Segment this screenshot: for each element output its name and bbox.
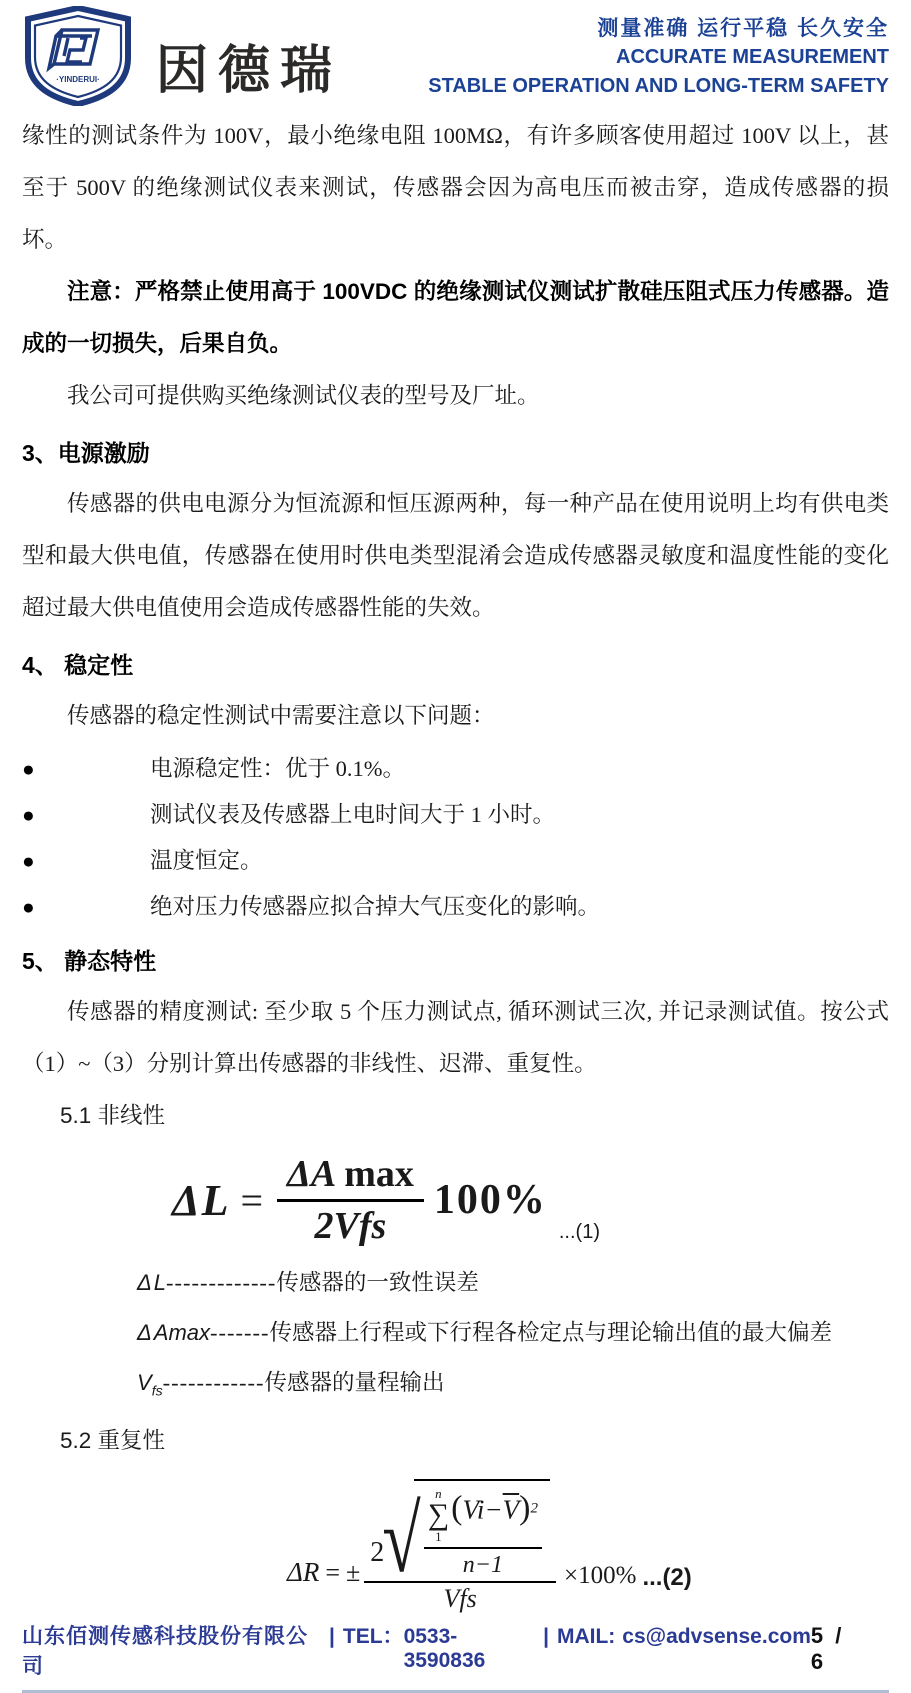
list-item-text: 测试仪表及传感器上电时间大于 1 小时。 — [150, 802, 556, 827]
page-footer — [22, 1614, 889, 1693]
list-item — [22, 884, 889, 930]
formula2-equals: = — [325, 1558, 341, 1588]
definition-text: 传感器上行程或下行程各检定点与理论输出值的最大偏差 — [269, 1320, 832, 1345]
paragraph-company-offer: 我公司可提供购买绝缘测试仪表的型号及厂址。 — [67, 383, 540, 408]
sigma-symbol: ∑ — [427, 1498, 450, 1532]
header-taglines — [428, 6, 889, 101]
list-item — [22, 838, 889, 884]
formula2-under-radical — [414, 1479, 550, 1579]
definition-delta-amax — [22, 1308, 889, 1358]
formula2-times-percent: ×100% — [564, 1562, 637, 1590]
right-paren: ) — [519, 1490, 531, 1528]
footer-separator: | — [543, 1625, 549, 1649]
formula2-lhs: ΔR — [287, 1557, 320, 1588]
summation-icon — [428, 1487, 449, 1543]
list-item — [22, 792, 889, 838]
bullet-icon: ● — [22, 757, 35, 781]
left-paren: ( — [451, 1490, 463, 1528]
definition-text: 传感器的量程输出 — [264, 1370, 445, 1395]
formula1-numerator — [277, 1152, 424, 1202]
minus-sign: − — [484, 1495, 503, 1526]
tagline-chinese: 测量准确 运行平稳 长久安全 — [597, 17, 889, 40]
formula1-number-label: ...(1) — [558, 1221, 600, 1243]
formula2-inner-fraction — [424, 1487, 542, 1579]
delta-symbol: Δ — [137, 1270, 152, 1295]
formula2-outer-numerator — [364, 1479, 556, 1593]
shield-logo-icon — [22, 6, 134, 106]
tagline-english-2: STABLE OPERATION AND LONG-TERM SAFETY — [428, 75, 889, 97]
footer-tel-label: TEL： — [342, 1625, 404, 1649]
bullet-icon: ● — [22, 895, 35, 919]
section-3-paragraph: 传感器的供电电源分为恒流源和恒压源两种，每一种产品在使用说明上均有供电类型和最大供电值，传感器在使用时供电类型混淆会造成传感器灵敏度和温度性能的变化超过最大供电值使用会造成传感器性能的失效。 — [22, 491, 889, 620]
v-mean-term: $\overline{V}$ — [502, 1495, 520, 1526]
squared-exponent: 2 — [530, 1500, 538, 1517]
symbol-definitions — [22, 1258, 889, 1415]
definition-dashes: ------------- — [166, 1270, 277, 1295]
stability-checklist — [22, 746, 889, 930]
list-item-text: 电源稳定性：优于 0.1%。 — [150, 756, 405, 781]
definition-text: 传感器的一致性误差 — [276, 1270, 479, 1295]
formula-repeatability — [287, 1479, 889, 1614]
formula1-lhs: ΔL — [172, 1175, 231, 1225]
formula2-number-label: ...(2) — [642, 1564, 692, 1592]
vi-term: Vi — [462, 1495, 485, 1526]
formula2-coefficient: 2 — [370, 1537, 385, 1569]
formula2-plusminus: ± — [346, 1558, 361, 1588]
formula1-num-main: ΔA — [287, 1153, 337, 1195]
formula2-outer-fraction — [364, 1479, 556, 1614]
footer-mail-label: MAIL: — [556, 1625, 616, 1649]
radical-sign-icon: √ — [382, 1488, 421, 1593]
list-item-text: 温度恒定。 — [150, 848, 263, 873]
sum-lower-limit: 1 — [435, 1529, 442, 1545]
section-5-paragraph: 传感器的精度测试: 至少取 5 个压力测试点, 循环测试三次, 并记录测试值。按公式（1）~（3）分别计算出传感器的非线性、迟滞、重复性。 — [22, 999, 889, 1076]
definition-delta-l — [22, 1258, 889, 1308]
footer-company-name: 山东佰测传感科技股份有限公司 — [22, 1625, 308, 1679]
footer-separator: | — [329, 1625, 335, 1649]
formula1-percent: 100% — [433, 1177, 547, 1223]
document-content — [22, 110, 889, 1614]
paragraph-warning-note: 注意：严格禁止使用高于 100VDC 的绝缘测试仪测试扩散硅压阻式压力传感器。造成的一切损失，后果自负。 — [22, 279, 889, 356]
page-number: 5 / 6 — [810, 1623, 845, 1675]
bullet-icon: ● — [22, 803, 35, 827]
sum-upper-limit: n — [435, 1486, 442, 1502]
footer-tel-number: 0533-3590836 — [403, 1625, 486, 1673]
definition-term: Amax — [153, 1320, 211, 1345]
section-5-heading: 5、 静态特性 — [22, 948, 157, 974]
tagline-english-1: ACCURATE MEASUREMENT — [616, 46, 889, 68]
section-4-paragraph: 传感器的稳定性测试中需要注意以下问题： — [67, 703, 495, 728]
company-logo — [22, 6, 134, 106]
formula1-equals: = — [240, 1177, 264, 1223]
formula1-fraction — [277, 1152, 424, 1248]
definition-term: V — [137, 1370, 152, 1395]
list-item — [22, 746, 889, 792]
definition-dashes: ------------ — [162, 1370, 265, 1395]
formula2-inner-denominator: n−1 — [462, 1552, 503, 1579]
formula2-inner-numerator — [424, 1487, 542, 1549]
definition-term: L — [153, 1270, 167, 1295]
list-item-text: 绝对压力传感器应拟合掉大气压变化的影响。 — [150, 894, 601, 919]
definition-vfs — [22, 1358, 889, 1415]
section-4-heading: 4、 稳定性 — [22, 652, 134, 678]
definition-term-subscript: fs — [151, 1382, 163, 1399]
formula2-outer-denominator: Vfs — [443, 1584, 477, 1614]
page-header — [22, 6, 889, 110]
formula1-denominator: 2Vfs — [314, 1205, 387, 1247]
section-5-2-heading: 5.2 重复性 — [60, 1428, 166, 1454]
brand-name: 因德瑞 — [156, 42, 343, 100]
section-3-heading: 3、电源激励 — [22, 440, 150, 466]
section-5-1-heading: 5.1 非线性 — [60, 1103, 166, 1128]
delta-symbol: Δ — [137, 1320, 152, 1345]
formula1-num-word: max — [344, 1153, 414, 1195]
paragraph-insulation-continued: 缘性的测试条件为 100V，最小绝缘电阻 100MΩ，有许多顾客使用超过 100V 以上，甚至于 500V 的绝缘测试仪表来测试，传感器会因为高电压而被击穿，造成传感器的损坏。 — [22, 123, 889, 252]
definition-dashes: ------- — [210, 1320, 270, 1345]
logo-caption: ·YINDERUI· — [56, 75, 100, 84]
footer-mail-address: cs@advsense.com — [622, 1625, 811, 1649]
formula-nonlinearity — [172, 1152, 889, 1248]
bullet-icon: ● — [22, 849, 35, 873]
